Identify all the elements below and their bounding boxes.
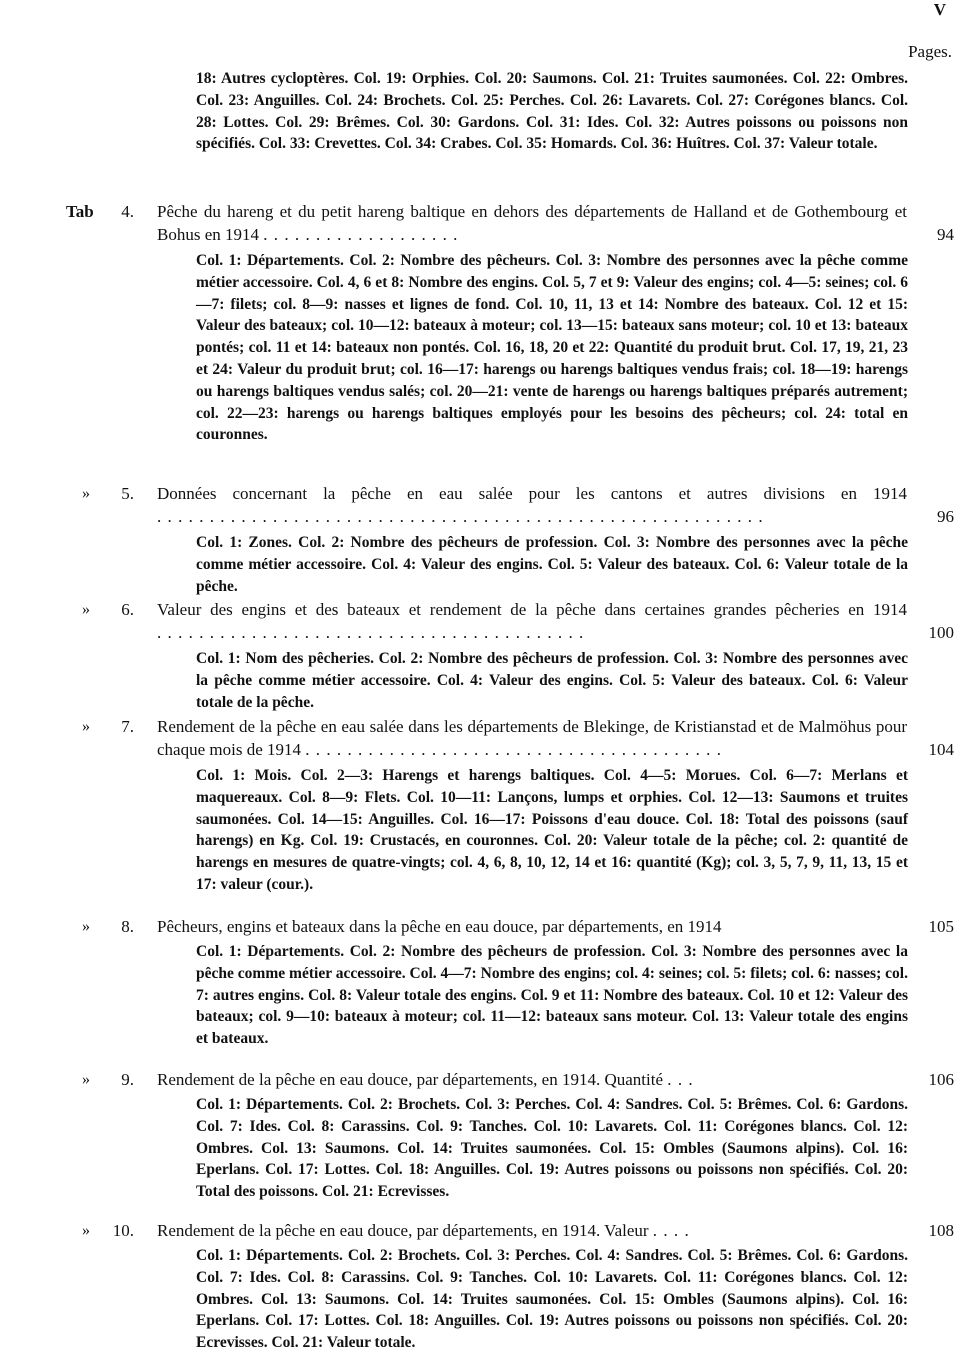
entry-number: 6.: [121, 600, 134, 619]
entry-number: 5.: [121, 484, 134, 503]
leader-dots: ..........................................................: [157, 507, 769, 526]
entry-number: 8.: [121, 917, 134, 936]
entry-columns: Col. 1: Nom des pêcheries. Col. 2: Nombre des pêcheurs de profession. Col. 3: Nombre des personnes avec la pêche comme métier accessoire. Col. 4: Valeur des engins. Col. 5: Valeur des bateaux. Col. 6: Valeur totale de la pêche.: [196, 650, 908, 711]
entry-page: 100: [928, 623, 954, 642]
entry-number: 7.: [121, 717, 134, 736]
entry-columns: Col. 1: Départements. Col. 2: Brochets. Col. 3: Perches. Col. 4: Sandres. Col. 5: Brêmes. Col. 6: Gardons. Col. 7: Ides. Col. 8: Carassins. Col. 9: Tanches. Col. 10: Lavarets. Col. 11: Corégones blancs. Col. 12: Ombres. Col. 13: Saumons. Col. 14: Truites saumonées. Col. 15: Ombles (Saumons alpins). Col. 16: Eperlans. Col. 17: Lottes. Col. 18: Anguilles. Col. 19: Autres poissons ou poissons non spécifiés. Col. 20: Total des poissons. Col. 21: Ecrevisses.: [196, 1096, 908, 1201]
entry-label: »: [82, 1071, 90, 1088]
entry-title: Pêcheurs, engins et bateaux dans la pêche en eau douce, par départements, en 1914: [157, 917, 722, 936]
leader-dots: ....: [652, 1221, 695, 1240]
page-number: V: [933, 0, 946, 19]
entry-label: »: [82, 918, 90, 935]
entry-title: Rendement de la pêche en eau douce, par départements, en 1914. Quantité ...: [157, 1070, 699, 1089]
leader-dots: .........................................: [157, 623, 590, 642]
entry-page: 96: [937, 507, 954, 526]
entry-label: »: [82, 718, 90, 735]
entry-page: 108: [928, 1221, 954, 1240]
entry-page: 94: [937, 225, 954, 244]
entry-number: 9.: [121, 1070, 134, 1089]
entry-label: Tab: [66, 202, 94, 221]
pages-column-label: Pages.: [908, 42, 952, 61]
entry-title: Pêche du hareng et du petit hareng baltique en dehors des départements de Halland et de Gothembourg et Bohus en 1914 ...................: [157, 202, 907, 244]
entry-columns: Col. 1: Départements. Col. 2: Nombre des pêcheurs. Col. 3: Nombre des personnes avec la pêche comme métier accessoire. Col. 4, 6 et 8: Nombre des engins. Col. 5, 7 et 9: Valeur des engins; col. 4—5: seines; col. 6—7: filets; col. 8—9: nasses et lignes de fond. Col. 10, 11, 13 et 14: Nombre des bateaux. Col. 12 et 15: Valeur des bateaux; col. 10—12: bateaux à moteur; col. 13—15: bateaux sans moteur; col. 10 et 13: bateaux pontés; col. 11 et 14: bateaux non pontés. Col. 16, 18, 20 et 22: Quantité du produit brut. Col. 17, 19, 21, 23 et 24: Valeur du produit brut; col. 16—17: harengs ou harengs baltiques vendus frais; col. 18—19: harengs ou harengs baltiques vendus salés; col. 20—21: vente de harengs ou harengs baltiques préparés autrement; col. 22—23: harengs ou harengs baltiques employés pour les besoins des pêcheurs; col. 24: total en couronnes.: [196, 252, 908, 444]
leader-dots: ...: [667, 1070, 699, 1089]
leader-dots: ........................................: [305, 740, 728, 759]
entry-page: 105: [928, 917, 954, 936]
entry-label: »: [82, 485, 90, 502]
entry-title: Rendement de la pêche en eau salée dans les départements de Blekinge, de Kristianstad et de Malmöhus pour chaque mois de 1914 ........................................: [157, 717, 907, 759]
entry-number: 4.: [121, 202, 134, 221]
entry-columns: Col. 1: Départements. Col. 2: Brochets. Col. 3: Perches. Col. 4: Sandres. Col. 5: Brêmes. Col. 6: Gardons. Col. 7: Ides. Col. 8: Carassins. Col. 9: Tanches. Col. 10: Lavarets. Col. 11: Corégones blancs. Col. 12: Ombres. Col. 13: Saumons. Col. 14: Truites saumonées. Col. 15: Ombles (Saumons alpins). Col. 16: Eperlans. Col. 17: Lottes. Col. 18: Anguilles. Col. 19: Autres poissons ou poissons non spécifiés. Col. 20: Ecrevisses. Col. 21: Valeur totale.: [196, 1247, 908, 1352]
entry-number: 10.: [112, 1221, 134, 1240]
entry-title: Données concernant la pêche en eau salée pour les cantons et autres divisions en 1914 ..........................................................: [157, 484, 907, 526]
entry-title: Valeur des engins et des bateaux et rendement de la pêche dans certaines grandes pêcheries en 1914 .........................................: [157, 600, 907, 642]
continued-columns-text: 18: Autres cycloptères. Col. 19: Orphies. Col. 20: Saumons. Col. 21: Truites saumonées. Col. 22: Ombres. Col. 23: Anguilles. Col. 24: Brochets. Col. 25: Perches. Col. 26: Lavarets. Col. 27: Corégones blancs. Col. 28: Lottes. Col. 29: Brêmes. Col. 30: Gardons. Col. 31: Ides. Col. 32: Autres poissons ou poissons non spécifiés. Col. 33: Crevettes. Col. 34: Crabes. Col. 35: Homards. Col. 36: Huîtres. Col. 37: Valeur totale.: [196, 70, 908, 153]
entry-columns: Col. 1: Départements. Col. 2: Nombre des pêcheurs de profession. Col. 3: Nombre des personnes avec la pêche comme métier accessoire. Col. 4—7: Nombre des engins; col. 4: seines; col. 5: filets; col. 6: nasses; col. 7: autres engins. Col. 8: Valeur totale des engins. Col. 9 et 11: Nombre des bateaux. Col. 10 et 12: Valeur des bateaux; col. 9—10: bateaux à moteur; col. 11—12: bateaux sans moteur. Col. 13: Valeur totale des engins et bateaux.: [196, 943, 908, 1048]
entry-columns: Col. 1: Zones. Col. 2: Nombre des pêcheurs de profession. Col. 3: Nombre des personnes avec la pêche comme métier accessoire. Col. 4: Valeur des engins. Col. 5: Valeur des bateaux. Col. 6: Valeur totale de la pêche.: [196, 534, 908, 595]
leader-dots: ...................: [263, 225, 464, 244]
entry-title: Rendement de la pêche en eau douce, par départements, en 1914. Valeur ....: [157, 1221, 695, 1240]
entry-columns: Col. 1: Mois. Col. 2—3: Harengs et harengs baltiques. Col. 4—5: Morues. Col. 6—7: Merlans et maquereaux. Col. 8—9: Flets. Col. 10—11: Lançons, lumps et orphies. Col. 12—13: Saumons et truites saumonées. Col. 14—15: Anguilles. Col. 16—17: Poissons d'eau douce. Col. 18: Total des poissons (sauf harengs) en Kg. Col. 19: Crustacés, en couronnes. Col. 20: Valeur totale de la pêche; col. 2: quantité de harengs en mesures de quatre-vingts; col. 4, 6, 8, 10, 12, 14 et 16: quantité (Kg); col. 3, 5, 7, 9, 11, 13, 15 et 17: valeur (cour.).: [196, 767, 908, 893]
entry-label: »: [82, 601, 90, 618]
entry-page: 104: [928, 740, 954, 759]
entry-label: »: [82, 1222, 90, 1239]
entry-page: 106: [928, 1070, 954, 1089]
